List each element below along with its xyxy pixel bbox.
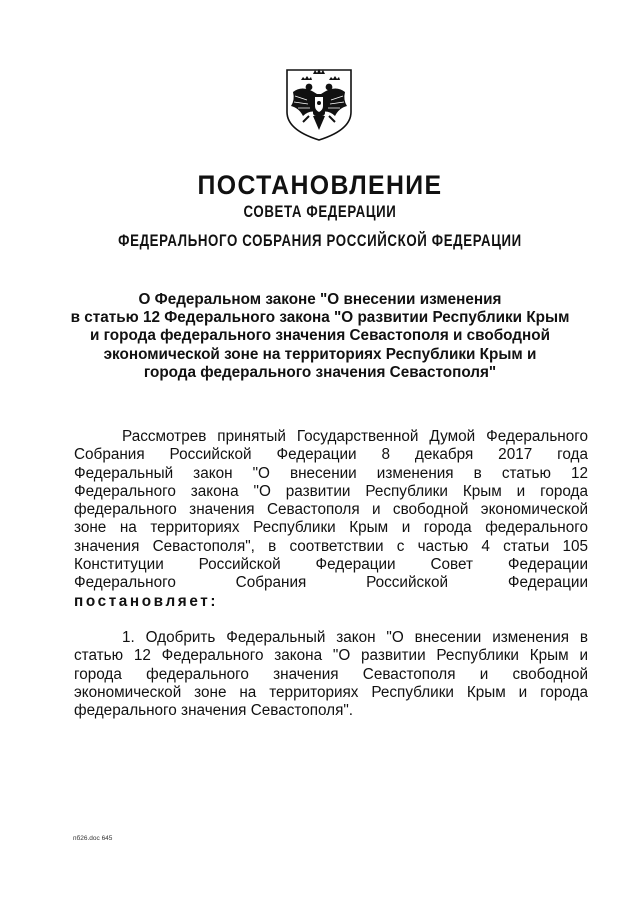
- text-line: Собрания Российской Федерации 8 декабря 2017 года: [74, 446, 588, 464]
- text-line: города федерального значения Севастополя и свободной: [74, 665, 588, 683]
- title-line: и города федерального значения Севастополя и свободной: [89, 327, 551, 345]
- text-line: федерального значения Севастополя".: [74, 702, 354, 720]
- title-line: О Федеральном законе "О внесении изменения: [138, 291, 502, 308]
- decision-paragraph: [74, 629, 588, 720]
- text-line: Конституции Российской Федерации Совет Федерации: [74, 556, 588, 574]
- text-line: статью 12 Федерального закона "О развитии Республики Крым и: [74, 647, 588, 665]
- file-reference: пб26.doc 645: [73, 835, 113, 842]
- text-line: зоне на территориях Республики Крым и города федерального: [74, 519, 588, 537]
- issuer-line-2: ФЕДЕРАЛЬНОГО СОБРАНИЯ РОССИЙСКОЙ ФЕДЕРАЦИИ: [118, 231, 522, 250]
- title-line: в статью 12 Федерального закона "О развитии Республики Крым: [70, 309, 570, 327]
- issuer-line-1: СОВЕТА ФЕДЕРАЦИИ: [243, 202, 397, 221]
- title-line: экономической зоне на территориях Республики Крым и: [103, 345, 537, 363]
- text-line: значения Севастополя", в соответствии с частью 4 статьи 105: [74, 537, 588, 555]
- resolution-title: [40, 291, 600, 382]
- text-line: Федерального закона "О развитии Республики Крым и города: [74, 482, 588, 500]
- coat-of-arms-icon: [273, 64, 365, 142]
- text-line: Федеральный закон "О внесении изменения в статью 12: [74, 464, 588, 482]
- document-type-heading: ПОСТАНОВЛЕНИЕ: [197, 170, 443, 200]
- decree-word: постановляет:: [74, 592, 219, 610]
- preamble-paragraph: [74, 428, 588, 611]
- text-line: Федерального Собрания Российской Федерации: [74, 574, 588, 592]
- text-line: экономической зоне на территориях Республики Крым и города: [74, 683, 588, 701]
- title-line: города федерального значения Севастополя": [143, 363, 497, 381]
- text-line: федерального значения Севастополя и свободной экономической: [74, 501, 588, 519]
- text-line: Рассмотрев принятый Государственной Думой Федерального: [122, 428, 588, 445]
- text-line: 1. Одобрить Федеральный закон "О внесении изменения в: [122, 629, 588, 646]
